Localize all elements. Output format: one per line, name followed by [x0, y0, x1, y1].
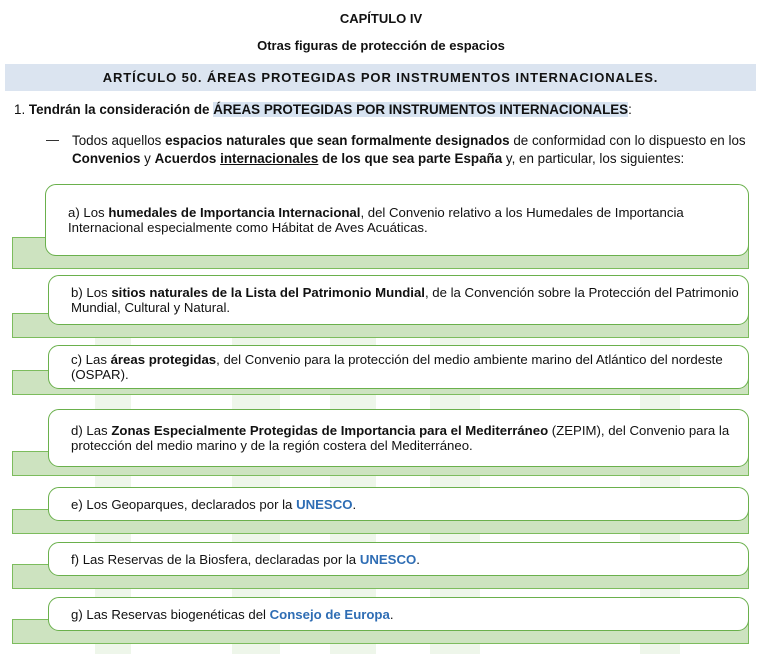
paragraph-1: 1. Tendrán la consideración de ÁREAS PROTEGIDAS POR INSTRUMENTOS INTERNACIONALES:	[14, 102, 632, 117]
section-subtitle: Otras figuras de protección de espacios	[257, 38, 505, 53]
list-item-b: b) Los sitios naturales de la Lista del Patrimonio Mundial, de la Convención sobre la Protección del Patrimonio Mundial, Cultural y Natural.	[48, 275, 749, 325]
list-item-f: f) Las Reservas de la Biosfera, declaradas por la UNESCO.	[48, 542, 749, 576]
bullet-text: Todos aquellos espacios naturales que sean formalmente designados de conformidad con lo dispuesto en los Convenios y Acuerdos internacionales de los que sea parte España y, en particular, los siguientes:	[72, 133, 746, 166]
list-item-d: d) Las Zonas Especialmente Protegidas de Importancia para el Mediterráneo (ZEPIM), del Convenio para la protección del medio marino y de la región costera del Mediterráneo.	[48, 409, 749, 467]
list-item-a: a) Los humedales de Importancia Internacional, del Convenio relativo a los Humedales de Importancia Internacional especialmente como Hábitat de Aves Acuáticas.	[45, 184, 749, 256]
list-item-e: e) Los Geoparques, declarados por la UNESCO.	[48, 487, 749, 521]
unesco-link[interactable]: UNESCO	[359, 551, 417, 567]
bullet-dash: —	[46, 132, 59, 147]
article-title: ARTÍCULO 50. ÁREAS PROTEGIDAS POR INSTRUMENTOS INTERNACIONALES.	[102, 70, 659, 85]
list-item-g: g) Las Reservas biogenéticas del Consejo de Europa.	[48, 597, 749, 631]
chapter-title: CAPÍTULO IV	[339, 11, 423, 26]
consejo-europa-link[interactable]: Consejo de Europa	[269, 606, 390, 622]
unesco-link[interactable]: UNESCO	[296, 496, 353, 512]
list-item-c: c) Las áreas protegidas, del Convenio para la protección del medio ambiente marino del Atlántico del nordeste (OSPAR).	[48, 345, 749, 389]
article-header	[5, 64, 756, 91]
